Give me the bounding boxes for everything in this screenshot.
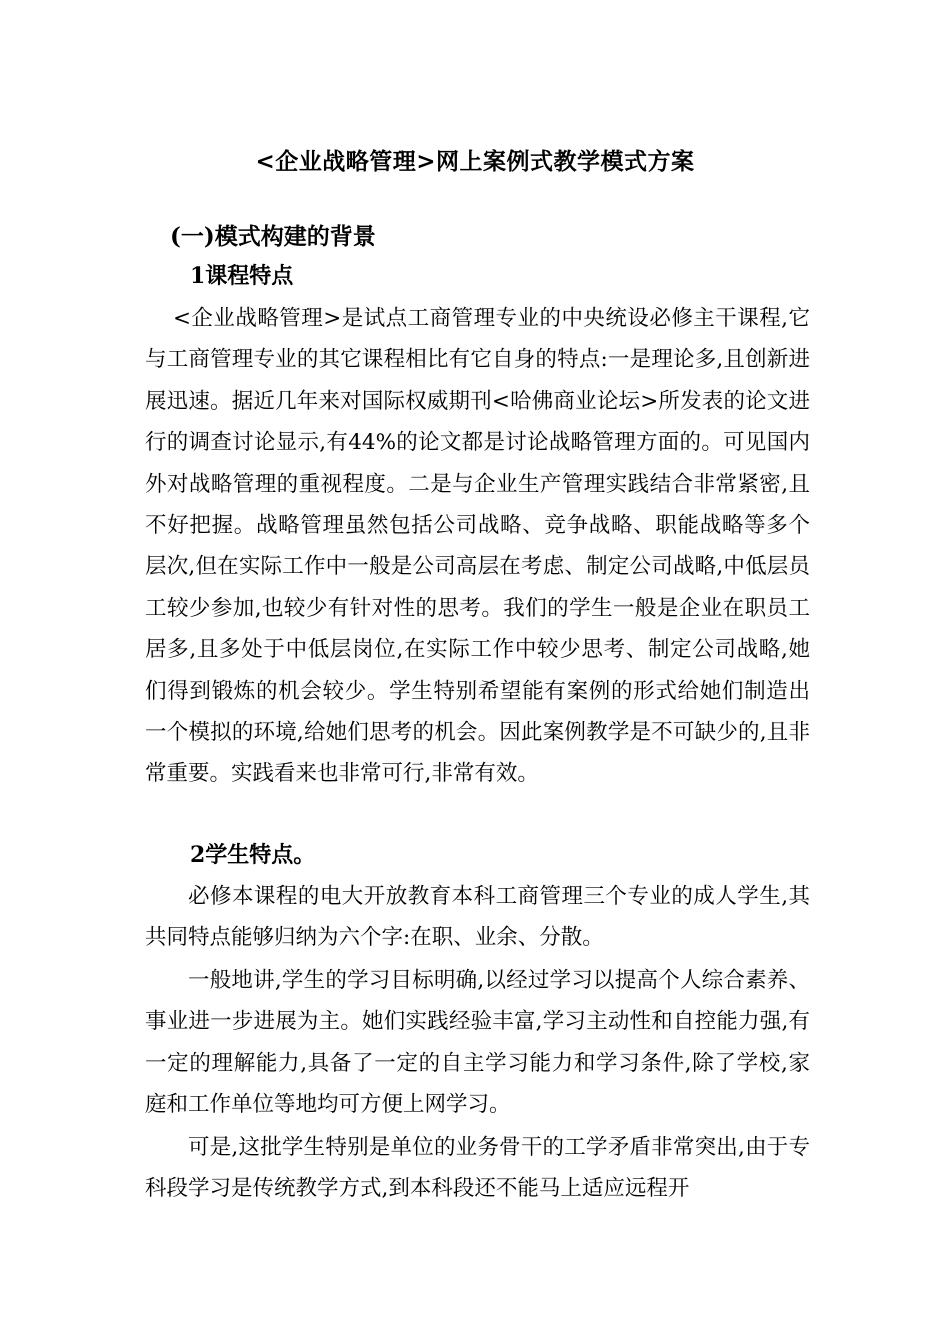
paragraph-student-features: 必修本课程的电大开放教育本科工商管理三个专业的成人学生,其共同特点能够归纳为六个字:在职、业余、分散。 <box>145 884 810 951</box>
section-heading: (一)模式构建的背景 <box>170 223 376 250</box>
subsection-heading-course: 1课程特点 <box>190 263 294 289</box>
document-title: <企业战略管理>网上案例式教学模式方案 <box>255 148 695 175</box>
paragraph-learning-goals: 一般地讲,学生的学习目标明确,以经过学习以提高个人综合素养、事业进一步进展为主。她们实践经验丰富,学习主动性和自控能力强,有一定的理解能力,具备了一定的自主学习能力和学习条件,除了学校,家庭和工作单位等地均可方便上网学习。 <box>145 968 810 1118</box>
subsection-heading-students: 2学生特点。 <box>190 842 316 868</box>
paragraph-work-study-conflict: 可是,这批学生特别是单位的业务骨干的工学矛盾非常突出,由于专科段学习是传统教学方式,到本科段还不能马上适应远程开 <box>145 1135 810 1202</box>
paragraph-course-features: <企业战略管理>是试点工商管理专业的中央统设必修主干课程,它与工商管理专业的其它课程相比有它自身的特点:一是理论多,且创新进展迅速。据近几年来对国际权威期刊<哈佛商业论坛>所发表的论文进行的调查讨论显示,有44%的论文都是讨论战略管理方面的。可见国内外对战略管理的重视程度。二是与企业生产管理实践结合非常紧密,且不好把握。战略管理虽然包括公司战略、竞争战略、职能战略等多个层次,但在实际工作中一般是公司高层在考虑、制定公司战略,中低层员工较少参加,也较少有针对性的思考。我们的学生一般是企业在职员工居多,且多处于中低层岗位,在实际工作中较少思考、制定公司战略,她们得到锻炼的机会较少。学生特别希望能有案例的形式给她们制造出一个模拟的环境,给她们思考的机会。因此案例教学是不可缺少的,且非常重要。实践看来也非常可行,非常有效。 <box>145 306 810 787</box>
